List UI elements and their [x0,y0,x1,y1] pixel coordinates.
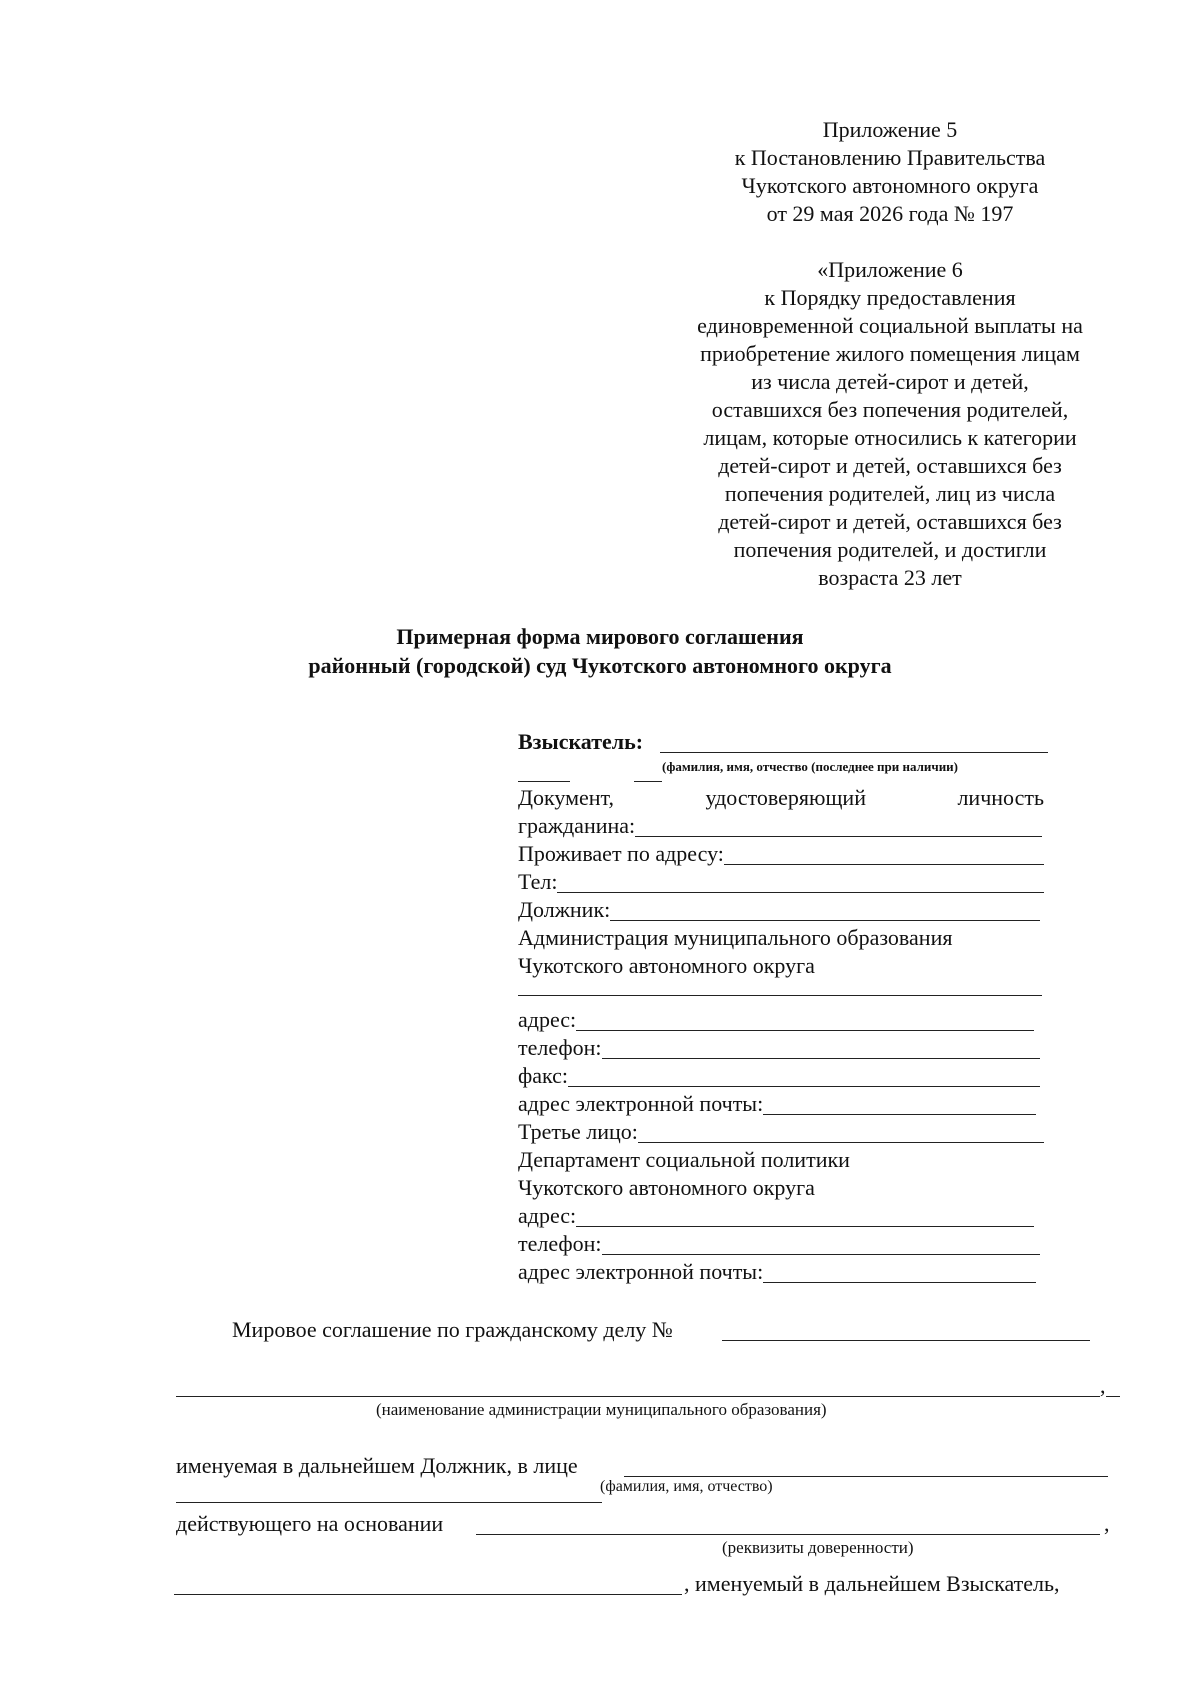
power-of-attorney-hint: (реквизиты доверенности) [722,1538,914,1557]
citizen-field[interactable] [635,814,1042,837]
third-address-row [518,1202,1034,1230]
debtor-fax-row [518,1062,1040,1090]
third-address-field[interactable] [576,1204,1034,1227]
third-party-row [518,1118,1044,1146]
debtor-email-row [518,1090,1036,1118]
third-telephone-row [518,1230,1040,1258]
appendix-6-header [660,256,1120,592]
phone-row [518,868,1044,896]
residence-label: Проживает по адресу: [518,841,724,866]
debtor-email-field[interactable] [763,1092,1036,1115]
citizen-label: гражданина: [518,813,636,838]
form-title-line-2: районный (городской) суд Чукотского автономного округа [308,653,892,678]
third-party-field[interactable] [638,1120,1044,1143]
third-party-label: Третье лицо: [518,1119,638,1144]
third-org-line-1: Департамент социальной политики [518,1147,850,1172]
representative-fio-field[interactable] [624,1476,1108,1477]
debtor-telephone-field[interactable] [602,1036,1040,1059]
appendix-6-line: возраста 23 лет [818,565,962,590]
appendix-6-line: к Порядку предоставления [764,285,1016,310]
appendix-5-line: от 29 мая 2026 года № 197 [766,201,1014,226]
fio-hint: (фамилия, имя, отчество) [600,1478,773,1495]
appendix-6-line: детей-сирот и детей, оставшихся без [718,453,1062,478]
claimant-extra-line-2 [634,781,662,782]
appendix-6-line: «Приложение 6 [817,257,963,282]
form-title-line-1: Примерная форма мирового соглашения [396,624,804,649]
third-email-label: адрес электронной почты: [518,1259,764,1284]
appendix-5-header [660,116,1120,228]
debtor-row [518,896,1040,924]
appendix-6-line: попечения родителей, и достигли [733,537,1047,562]
appendix-6-line: детей-сирот и детей, оставшихся без [718,509,1062,534]
debtor-email-label: адрес электронной почты: [518,1091,764,1116]
debtor-address-field[interactable] [576,1008,1034,1031]
appendix-6-line: приобретение жилого помещения лицам [700,341,1080,366]
debtor-org-line-2: Чукотского автономного округа [518,953,815,978]
residence-row [518,840,1044,868]
appendix-6-line: лицам, которые относились к категории [703,425,1077,450]
case-number-field[interactable] [722,1340,1090,1341]
third-email-field[interactable] [763,1260,1036,1283]
claimant-name-field[interactable] [174,1594,682,1595]
third-telephone-label: телефон: [518,1231,602,1256]
administration-hint: (наименование администрации муниципального образования) [376,1400,827,1419]
phone-field[interactable] [557,870,1044,893]
id-document-word: удостоверяющий [705,785,866,810]
appendix-5-line: Чукотского автономного округа [741,173,1039,198]
power-of-attorney-field[interactable] [476,1534,1100,1535]
citizen-row [518,812,1042,840]
id-document-word: личность [957,785,1044,810]
form-title [200,622,1000,680]
debtor-field[interactable] [610,898,1040,921]
third-address-label: адрес: [518,1203,577,1228]
claimant-hint: (фамилия, имя, отчество (последнее при наличии) [662,759,959,774]
appendix-6-line: попечения родителей, лиц из числа [724,481,1056,506]
id-document-line [518,784,1044,812]
phone-label: Тел: [518,869,558,894]
third-org-line-2: Чукотского автономного округа [518,1175,815,1200]
administration-tail-line [1106,1396,1120,1397]
residence-field[interactable] [724,842,1044,865]
representative-fio-continuation[interactable] [176,1502,602,1503]
represented-by-label: именуемая в дальнейшем Должник, в лице [176,1453,578,1478]
debtor-address-label: адрес: [518,1007,577,1032]
parties-block [518,728,1044,1288]
appendix-5-line: Приложение 5 [822,117,958,142]
third-email-row [518,1258,1036,1286]
claimant-extra-line-1 [518,781,570,782]
id-document-word: Документ, [518,785,615,810]
appendix-6-line: единовременной социальной выплаты на [697,313,1083,338]
appendix-6-line: оставшихся без попечения родителей, [711,397,1069,422]
debtor-telephone-label: телефон: [518,1035,602,1060]
case-number-label: Мировое соглашение по гражданскому делу № [232,1317,673,1342]
debtor-fax-field[interactable] [568,1064,1040,1087]
appendix-6-line: из числа детей-сирот и детей, [751,369,1029,394]
third-telephone-field[interactable] [602,1232,1040,1255]
debtor-label: Должник: [518,897,611,922]
debtor-address-row [518,1006,1034,1034]
acting-basis-label: действующего на основании [176,1511,444,1536]
claimant-named-text: , именуемый в дальнейшем Взыскатель, [684,1571,1060,1596]
administration-name-field[interactable] [176,1396,1100,1397]
appendix-5-line: к Постановлению Правительства [734,145,1046,170]
acting-comma: , [1104,1511,1110,1536]
debtor-fax-label: факс: [518,1063,569,1088]
claimant-label: Взыскатель: [518,729,644,754]
debtor-telephone-row [518,1034,1040,1062]
administration-comma: , [1100,1373,1106,1398]
debtor-org-line-1: Администрация муниципального образования [518,925,953,950]
debtor-org-blank-line[interactable] [518,995,1042,996]
